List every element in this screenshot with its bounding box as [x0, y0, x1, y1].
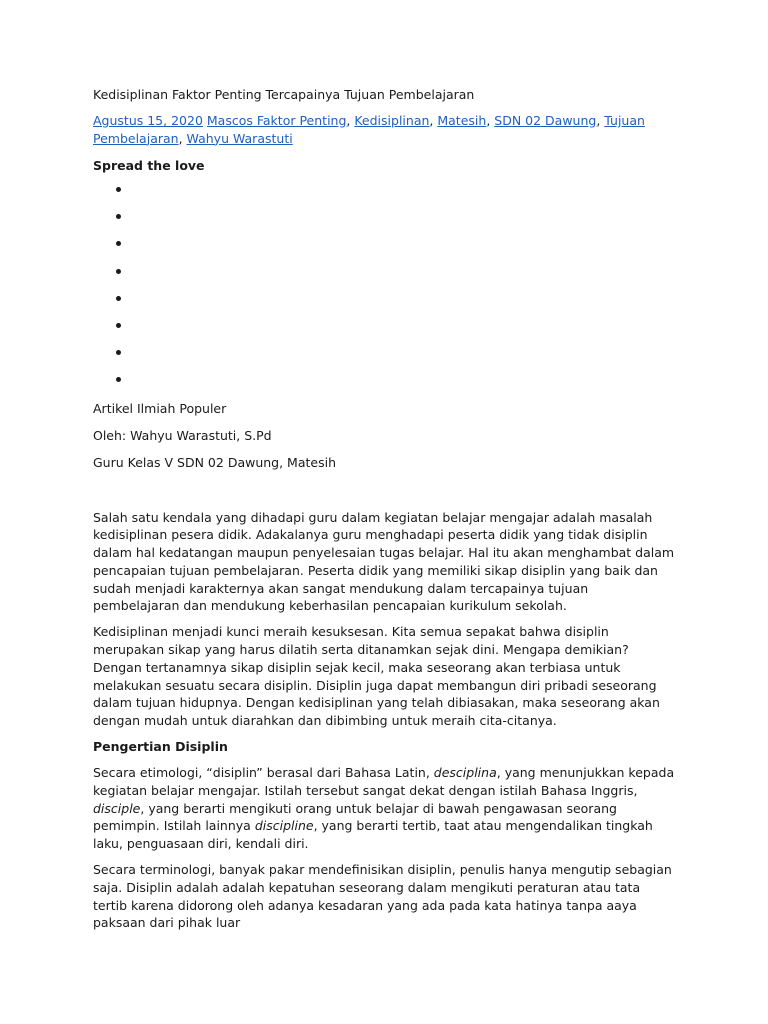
share-item[interactable]	[93, 372, 678, 399]
share-item[interactable]	[93, 291, 678, 318]
date-link[interactable]: Agustus 15, 2020	[93, 113, 203, 128]
share-item[interactable]	[93, 209, 678, 236]
bullet-icon	[116, 269, 121, 274]
text-run: , yang berarti mengikuti orang untuk belajar di bawah pengawasan seorang pemimpin. Istilah lainnya	[93, 800, 617, 834]
article-info	[93, 400, 678, 472]
tag-link[interactable]: Wahyu Warastuti	[186, 130, 293, 146]
tag-separator: ,	[178, 130, 187, 146]
tag-separator: ,	[486, 113, 495, 128]
text-run: , yang menunjukkan kepada kegiatan belajar mengajar. Istilah tersebut sangat dekat dengan istilah Bahasa Inggris,	[93, 765, 675, 798]
italic-term: discipline	[254, 818, 314, 834]
section-heading: Pengertian Disiplin	[93, 739, 228, 755]
bullet-icon	[116, 296, 121, 301]
bullet-icon	[116, 377, 121, 382]
text-run: Secara etimologi, “disiplin” berasal dari Bahasa Latin,	[93, 765, 434, 781]
tag-link[interactable]: Tujuan Pembelajaran	[93, 113, 645, 146]
article-body	[93, 509, 678, 933]
tag-link[interactable]: Kedisiplinan	[354, 113, 430, 128]
text-run: , yang berarti tertib, taat atau mengendalikan tingkah laku, penguasaan diri, kendali diri.	[93, 818, 653, 852]
spread-the-love-label: Spread the love	[93, 158, 205, 173]
article-title: Kedisiplinan Faktor Penting Tercapainya Tujuan Pembelajaran	[93, 87, 475, 102]
share-item[interactable]	[93, 264, 678, 291]
tag-separator: ,	[596, 113, 605, 128]
tag-separator: ,	[429, 113, 438, 128]
bullet-icon	[116, 350, 121, 355]
bullet-icon	[116, 214, 121, 219]
bullet-icon	[116, 323, 121, 328]
body-paragraph: Kedisiplinan menjadi kunci meraih kesuksesan. Kita semua sepakat bahwa disiplin merupakan sikap yang harus dilatih serta ditanamkan sejak dini. Mengapa demikian? Dengan tertanamnya sikap disiplin sejak kecil, maka seseorang akan terbiasa untuk melakukan sesuatu secara disiplin. Disiplin juga dapat membangun diri pribadi seseorang dalam tujuan hidupnya. Dengan kedisiplinan yang telah dibiasakan, maka seseorang akan dengan mudah untuk diarahkan dan dibimbing untuk meraih cita-citanya.	[93, 624, 660, 729]
article-meta	[93, 112, 678, 147]
share-list	[93, 182, 678, 400]
share-item[interactable]	[93, 318, 678, 345]
share-item[interactable]	[93, 182, 678, 209]
body-paragraph	[93, 764, 678, 853]
tag-link[interactable]: SDN 02 Dawung	[494, 113, 597, 128]
author-affiliation: Guru Kelas V SDN 02 Dawung, Matesih	[93, 454, 336, 470]
body-paragraph: Secara terminologi, banyak pakar mendefinisikan disiplin, penulis hanya mengutip sebagian saja. Disiplin adalah adalah kepatuhan seseorang dalam mengikuti peraturan atau tata tertib karena didorong oleh adanya kesadaran yang ada pada kata hatinya tanpa aaya paksaan dari pihak luar	[93, 862, 672, 931]
tag-link[interactable]: Matesih	[437, 113, 487, 128]
tag-link[interactable]: Mascos Faktor Penting	[206, 113, 347, 128]
article-content	[93, 86, 678, 932]
italic-term: disciple	[93, 800, 141, 816]
body-paragraph: Salah satu kendala yang dihadapi guru dalam kegiatan belajar mengajar adalah masalah kedisiplinan pesera didik. Adakalanya guru menghadapi peserta didik yang tidak disiplin dalam hal kedatangan maupun penyelesaian tugas belajar. Hal itu akan menghambat dalam pencapaian tujuan pembelajaran. Peserta didik yang memiliki sikap disiplin yang baik dan sudah menjadi karakternya akan sangat mendukung dalam tercapainya tujuan pembelajaran dan mendukung keberhasilan pencapaian kurikulum sekolah.	[93, 509, 675, 614]
italic-term: desciplina	[433, 765, 497, 781]
tag-separator: ,	[346, 113, 355, 128]
share-item[interactable]	[93, 345, 678, 372]
bullet-icon	[116, 187, 121, 192]
bullet-icon	[116, 241, 121, 246]
article-author: Oleh: Wahyu Warastuti, S.Pd	[93, 427, 272, 443]
share-item[interactable]	[93, 236, 678, 263]
article-type: Artikel Ilmiah Populer	[93, 400, 227, 416]
